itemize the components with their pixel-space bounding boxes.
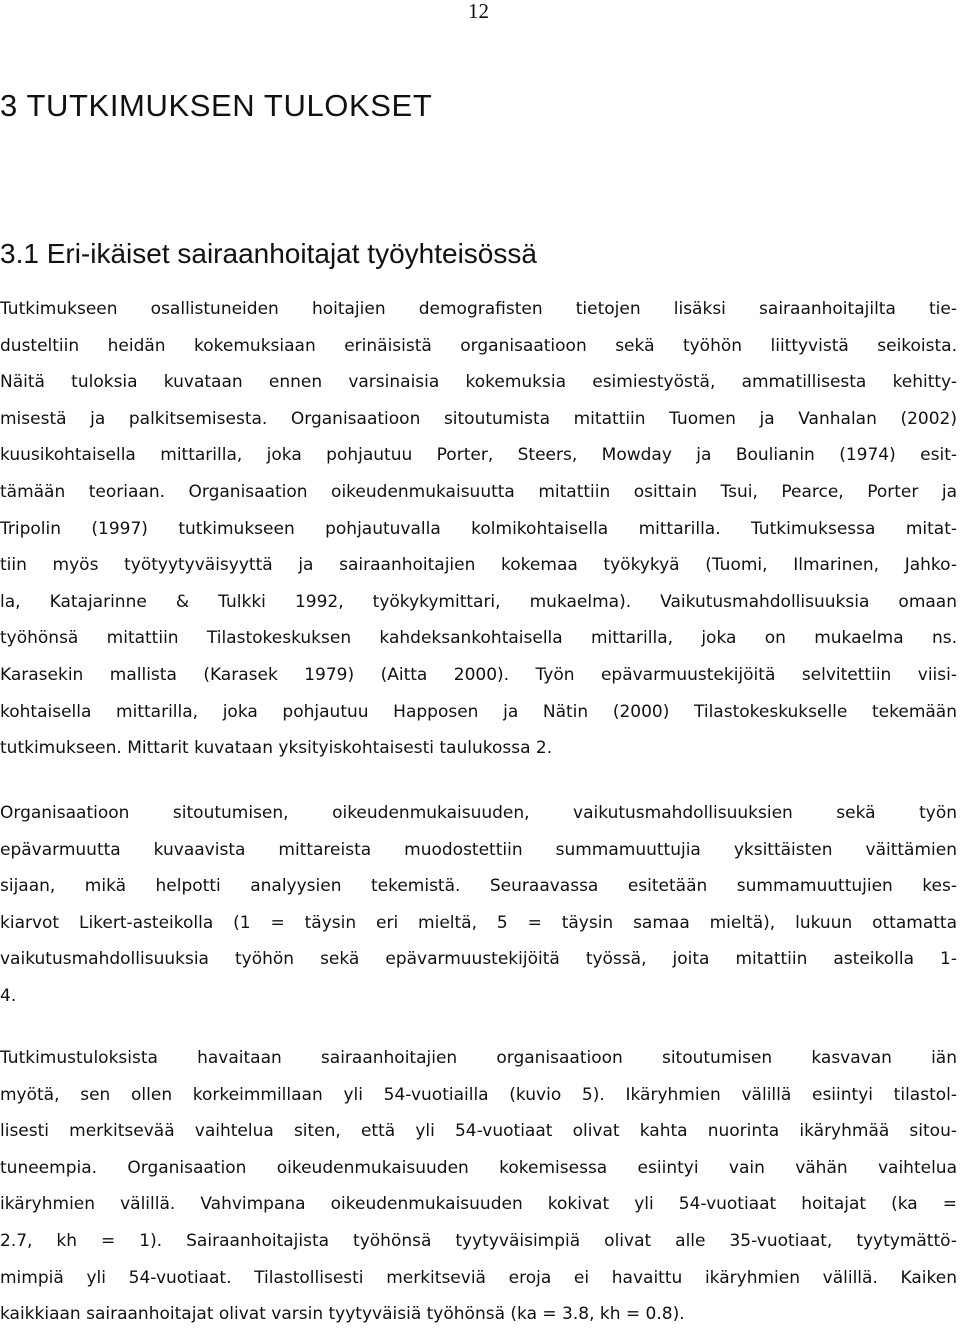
text-line: mimpiä yli 54-vuotiaat. Tilastollisesti merkitseviä eroja ei havaittu ikäryhmien välillä. Kaiken [0, 1267, 957, 1288]
paragraph-1 [0, 291, 957, 767]
text-line: työhönsä mitattiin Tilastokeskuksen kahdeksankohtaisella mittarilla, joka on mukaelma ns. [0, 628, 957, 649]
text-line: Karasekin mallista (Karasek 1979) (Aitta 2000). Työn epävarmuustekijöitä selvitettiin viisi- [0, 664, 957, 685]
section-heading: 3.1 Eri-ikäiset sairaanhoitajat työyhteisössä [0, 238, 537, 269]
text-line: kohtaisella mittarilla, joka pohjautuu Happosen ja Nätin (2000) Tilastokeskukselle tekemään [0, 701, 957, 722]
text-line: lisesti merkitsevää vaihtelua siten, että yli 54-vuotiaat olivat kahta nuorinta ikäryhmää sitou- [0, 1121, 957, 1142]
text-line: vaikutusmahdollisuuksia työhön sekä epävarmuustekijöitä työssä, joita mitattiin asteikolla 1- [0, 949, 957, 970]
text-line: la, Katajarinne & Tulkki 1992, työkykymittari, mukaelma). Vaikutusmahdollisuuksia omaan [0, 591, 957, 612]
text-line: 4. [0, 985, 17, 1006]
text-line: Tutkimukseen osallistuneiden hoitajien demografisten tietojen lisäksi sairaanhoitajilta tie- [0, 299, 957, 319]
text-line: tutkimukseen. Mittarit kuvataan yksityiskohtaisesti taulukossa 2. [0, 738, 553, 759]
page-number: 12 [468, 0, 489, 23]
text-line: tämään teoriaan. Organisaation oikeudenmukaisuutta mitattiin osittain Tsui, Pearce, Porter ja [0, 481, 957, 502]
text-line: Organisaatioon sitoutumisen, oikeudenmukaisuuden, vaikutusmahdollisuuksien sekä työn [0, 803, 957, 823]
text-line: myötä, sen ollen korkeimmillaan yli 54-vuotiailla (kuvio 5). Ikäryhmien välillä esiintyi tilastol- [0, 1084, 957, 1105]
text-line: ikäryhmien välillä. Vahvimpana oikeudenmukaisuuden kokivat yli 54-vuotiaat hoitajat (ka = [0, 1194, 957, 1215]
text-line: dusteltiin heidän kokemuksiaan erinäisistä organisaatioon sekä työhön liittyvistä seikoista. [0, 335, 957, 356]
paragraph-3 [0, 1040, 957, 1333]
text-line: tiin myös työtyytyväisyyttä ja sairaanhoitajien kokemaa työkykyä (Tuomi, Ilmarinen, Jahko- [0, 555, 957, 576]
text-line: epävarmuutta kuvaavista mittareista muodostettiin summamuuttujia yksittäisten väittämien [0, 839, 957, 860]
text-line: Näitä tuloksia kuvataan ennen varsinaisia kokemuksia esimiestyöstä, ammatillisesta kehitty- [0, 372, 957, 393]
chapter-heading: 3 TUTKIMUKSEN TULOKSET [0, 88, 433, 123]
text-line: kuusikohtaisella mittarilla, joka pohjautuu Porter, Steers, Mowday ja Boulianin (1974) esit- [0, 445, 957, 466]
text-line: Tripolin (1997) tutkimukseen pohjautuvalla kolmikohtaisella mittarilla. Tutkimuksessa mitat- [0, 518, 957, 539]
text-line: kiarvot Likert-asteikolla (1 = täysin eri mieltä, 5 = täysin samaa mieltä), lukuun ottamatta [0, 912, 957, 933]
text-line: tuneempia. Organisaation oikeudenmukaisuuden kokemisessa esiintyi vain vähän vaihtelua [0, 1157, 957, 1178]
text-line: sijaan, mikä helpotti analyysien tekemistä. Seuraavassa esitetään summamuuttujien kes- [0, 876, 957, 897]
text-line: Tutkimustuloksista havaitaan sairaanhoitajien organisaatioon sitoutumisen kasvavan iän [0, 1048, 957, 1068]
text-line: misestä ja palkitsemisesta. Organisaatioon sitoutumista mitattiin Tuomen ja Vanhalan (2002) [0, 408, 957, 429]
text-line: 2.7, kh = 1). Sairaanhoitajista työhönsä tyytyväisimpiä olivat alle 35-vuotiaat, tyytymättö- [0, 1230, 957, 1251]
paragraph-2 [0, 795, 957, 1015]
text-line: kaikkiaan sairaanhoitajat olivat varsin tyytyväisiä työhönsä (ka = 3.8, kh = 0.8). [0, 1304, 685, 1325]
